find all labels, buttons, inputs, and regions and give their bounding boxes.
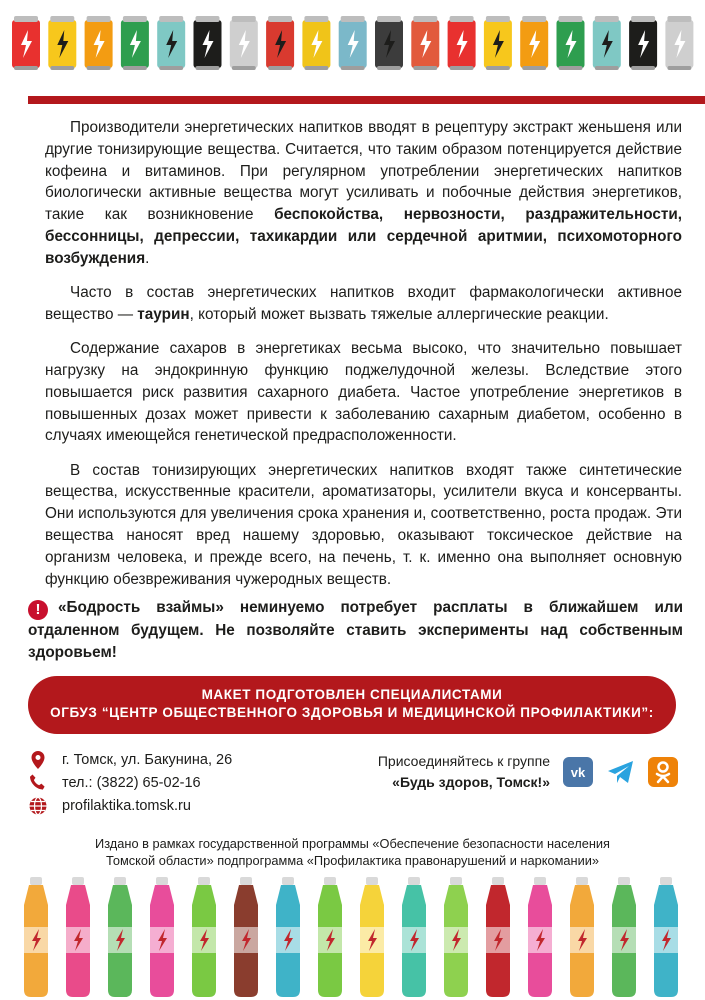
website-row xyxy=(28,795,191,817)
footnote-line-1: Издано в рамках государственной программы «Обеспечение безопасности населения xyxy=(95,836,610,851)
energy-can xyxy=(448,16,476,70)
energy-bottle xyxy=(402,877,426,997)
energy-can xyxy=(121,16,149,70)
social-join-text xyxy=(340,751,550,793)
energy-can xyxy=(375,16,403,70)
banner-line-1: МАКЕТ ПОДГОТОВЛЕН СПЕЦИАЛИСТАМИ xyxy=(201,687,503,702)
vk-icon[interactable] xyxy=(563,757,593,787)
energy-can xyxy=(557,16,585,70)
energy-can xyxy=(629,16,657,70)
energy-bottle xyxy=(444,877,468,997)
energy-bottles-illustration xyxy=(0,865,705,1000)
telegram-icon[interactable] xyxy=(606,757,636,787)
program-footnote xyxy=(40,835,665,869)
energy-can xyxy=(85,16,113,70)
energy-bottle xyxy=(360,877,384,997)
article-body xyxy=(45,117,682,603)
phone-text[interactable]: тел.: (3822) 65-02-16 xyxy=(62,775,201,791)
energy-can xyxy=(302,16,330,70)
energy-bottle xyxy=(234,877,258,997)
energy-bottle xyxy=(150,877,174,997)
paragraph-ginseng: Производители энергетических напитков вводят в рецептуру экстракт женьшеня или другие тонизирующие вещества. Считается, что таким образом потенцируется действие кофеина и витаминов. При регулярном употреблении энергетических напитков биологически активные вещества могут усиливать и побочные действия энергетиков, такие как возникновение беспокойства, нервозности, раздражительности, бессонницы, депрессии, тахикардии или сердечной аритмии, психомоторного возбуждения. xyxy=(45,119,682,267)
energy-bottle xyxy=(276,877,300,997)
svg-text:vk: vk xyxy=(570,765,586,780)
paragraph-additives: В состав тонизирующих энергетических напитков входят также синтетические вещества, искусственные красители, ароматизаторы, усилители вкуса и консерванты. Они используются для увеличения срока хранения и, соответственно, роста продаж. Эти вещества наносят вред нашему здоровью, оказывают токсическое действие на организм человека, и прежде всего, на печень, т. к. именно она выполняет основную функцию обезвреживания чужеродных веществ. xyxy=(45,461,682,588)
paragraph-sugar: Содержание сахаров в энергетиках весьма высоко, что значительно повышает нагрузку на эндокринную функцию поджелудочной железы. Вследствие этого повышается риск развития сахарного диабета. Частое употребление энергетиков в повышенных дозах может привести к заболеванию сахарным диабетом, особенно в случаях имеющейся генетической предрасположенности. xyxy=(45,340,682,445)
energy-can xyxy=(593,16,621,70)
banner-line-2: ОГБУЗ “ЦЕНТР ОБЩЕСТВЕННОГО ЗДОРОВЬЯ И МЕДИЦИНСКОЙ ПРОФИЛАКТИКИ”: xyxy=(50,705,654,720)
energy-can xyxy=(520,16,548,70)
energy-bottle xyxy=(654,877,678,997)
exclamation-icon: ! xyxy=(28,600,48,620)
odnoklassniki-icon[interactable] xyxy=(648,757,678,787)
energy-can xyxy=(665,16,693,70)
energy-bottle xyxy=(66,877,90,997)
join-label: Присоединяйтесь к группе xyxy=(377,753,550,769)
paragraph-taurine: Часто в состав энергетических напитков входит фармакологически активное вещество — таурин, который может вызвать тяжелые аллергические реакции. xyxy=(45,284,682,323)
energy-cans-illustration xyxy=(0,0,705,90)
website-link[interactable]: profilaktika.tomsk.ru xyxy=(62,798,191,814)
energy-bottle xyxy=(24,877,48,997)
energy-bottle xyxy=(108,877,132,997)
group-name: «Будь здоров, Томск!» xyxy=(392,774,550,790)
energy-can xyxy=(266,16,294,70)
energy-can xyxy=(411,16,439,70)
address-row xyxy=(28,749,232,771)
globe-icon xyxy=(28,796,48,816)
energy-bottle xyxy=(570,877,594,997)
energy-can xyxy=(194,16,222,70)
address-text: г. Томск, ул. Бакунина, 26 xyxy=(62,752,233,768)
energy-can xyxy=(339,16,367,70)
author-banner xyxy=(28,676,676,734)
energy-can xyxy=(157,16,185,70)
location-pin-icon xyxy=(28,750,48,770)
energy-bottle xyxy=(528,877,552,997)
energy-bottle xyxy=(612,877,636,997)
energy-can xyxy=(48,16,76,70)
red-divider xyxy=(28,96,705,104)
energy-bottle xyxy=(486,877,510,997)
footnote-line-2: Томской области» подпрограмма «Профилактика правонарушений и наркомании» xyxy=(106,853,599,868)
phone-icon xyxy=(28,773,48,793)
energy-bottle xyxy=(192,877,216,997)
warning-message: ! «Бодрость взаймы» неминуемо потребует расплаты в ближайшем или отдаленном будущем. Не позволяйте ставить эксперименты над собственным здоровьем! xyxy=(28,599,683,661)
energy-can xyxy=(484,16,512,70)
energy-can xyxy=(12,16,40,70)
phone-row xyxy=(28,772,201,794)
energy-can xyxy=(230,16,258,70)
energy-bottle xyxy=(318,877,342,997)
